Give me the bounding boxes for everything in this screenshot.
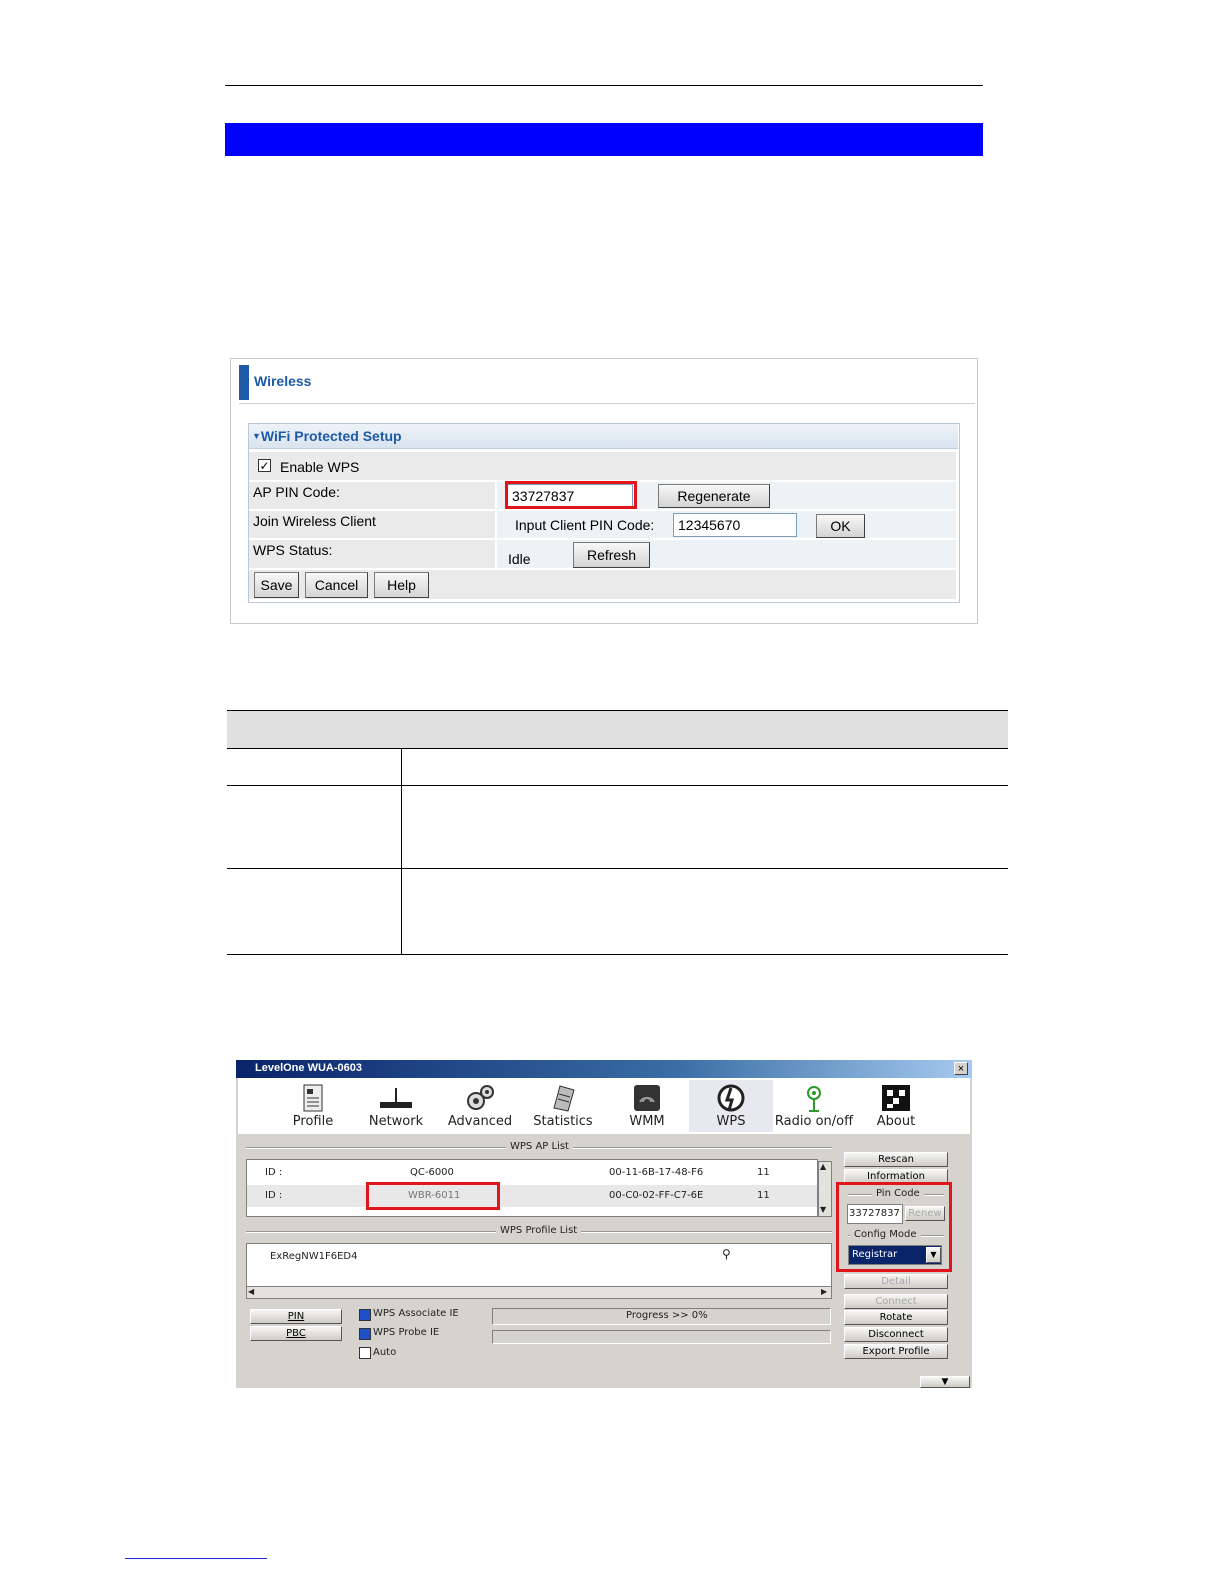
toolbar-about[interactable] (854, 1080, 938, 1132)
help-button[interactable]: Help (374, 572, 429, 598)
ap-name-highlight (366, 1182, 500, 1210)
section-accent-bar (239, 365, 249, 400)
profile-icon (302, 1084, 324, 1112)
table-row-divider (227, 785, 1008, 786)
rotate-button[interactable]: Rotate (844, 1310, 948, 1325)
wps-status-label: WPS Status: (253, 542, 333, 558)
enable-wps-checkbox[interactable]: ✓ (259, 459, 270, 473)
ap-mac: 00-11-6B-17-48-F6 (609, 1167, 704, 1178)
close-icon[interactable]: × (954, 1062, 968, 1075)
toolbar-wmm[interactable] (605, 1080, 689, 1132)
client-pin-field[interactable]: 12345670 (673, 513, 797, 537)
pin-config-highlight (836, 1182, 952, 1272)
ap-ssid: QC-6000 (410, 1167, 454, 1178)
ap-list-title: WPS AP List (506, 1141, 573, 1152)
rescan-button[interactable]: Rescan (844, 1152, 948, 1167)
wps-probe-ie-label: WPS Probe IE (373, 1327, 440, 1338)
toolbar-label: Statistics (533, 1114, 593, 1129)
connect-button[interactable]: Connect (844, 1294, 948, 1309)
header-rule (225, 85, 983, 86)
row-status-value-cell (497, 540, 956, 568)
ap-channel: 11 (757, 1167, 770, 1178)
ap-ssid: WBR-6011 (408, 1190, 461, 1201)
table-row-divider (227, 868, 1008, 869)
progress-text: Progress >> 0% (626, 1310, 708, 1321)
ap-pin-highlight (505, 481, 637, 509)
toolbar-label: Radio on/off (774, 1114, 854, 1129)
profile-name[interactable]: ExRegNW1F6ED4 (270, 1251, 358, 1262)
toolbar-label: Network (368, 1114, 424, 1129)
network-icon (376, 1084, 416, 1112)
toolbar-statistics[interactable] (521, 1080, 605, 1132)
status-bar (492, 1330, 831, 1344)
scroll-left-icon[interactable]: ◀ (248, 1287, 255, 1296)
pbc-button[interactable]: PBC (250, 1326, 342, 1341)
wps-probe-ie-checkbox[interactable] (359, 1328, 371, 1340)
table-bottom-rule (227, 954, 1008, 955)
wps-subsection-label: WiFi Protected Setup (260, 428, 402, 444)
toolbar-radio[interactable] (772, 1080, 856, 1132)
wps-icon (717, 1084, 745, 1112)
ap-id-label: ID : (265, 1167, 283, 1178)
config-mode-value: Registrar (852, 1249, 898, 1260)
export-profile-button[interactable]: Export Profile (844, 1344, 948, 1359)
wps-associate-ie-checkbox[interactable] (359, 1309, 371, 1321)
save-button[interactable]: Save (254, 572, 299, 598)
scroll-down-icon[interactable]: ▼ (820, 1205, 827, 1214)
statistics-icon (548, 1084, 578, 1112)
ap-pin-label: AP PIN Code: (253, 484, 340, 500)
pin-button[interactable]: PIN (250, 1309, 342, 1324)
disconnect-button[interactable]: Disconnect (844, 1327, 948, 1342)
section-title: Wireless (254, 373, 312, 389)
scroll-up-icon[interactable]: ▲ (820, 1162, 827, 1171)
ap-id-label: ID : (265, 1190, 283, 1201)
wps-status-value: Idle (508, 551, 531, 567)
wps-subsection-title[interactable] (252, 428, 402, 444)
wmm-icon (633, 1084, 661, 1112)
config-mode-group-label: Config Mode (850, 1229, 921, 1240)
advanced-icon (464, 1084, 496, 1112)
detail-button[interactable]: Detail (844, 1274, 948, 1289)
ap-mac: 00-C0-02-FF-C7-6E (609, 1190, 704, 1201)
toolbar-label: About (876, 1114, 916, 1129)
profile-list-hscrollbar[interactable] (246, 1286, 832, 1299)
client-pin-label: Input Client PIN Code: (515, 517, 655, 533)
profile-list[interactable] (246, 1243, 832, 1287)
section-divider (239, 403, 975, 404)
toolbar-advanced[interactable] (438, 1080, 522, 1132)
expand-arrow-icon[interactable]: ▼ (920, 1376, 970, 1388)
wps-pin-value: 33727837 (849, 1208, 900, 1219)
profile-list-title: WPS Profile List (496, 1225, 581, 1236)
ok-button[interactable]: OK (816, 514, 865, 538)
toolbar-label: Advanced (447, 1114, 513, 1129)
table-header-row (227, 710, 1008, 749)
toolbar-label: Profile (292, 1114, 334, 1129)
footer-rule (125, 1558, 267, 1559)
wps-associate-ie-label: WPS Associate IE (373, 1308, 459, 1319)
utility-title: LevelOne WUA-0603 (255, 1062, 362, 1074)
chevron-down-icon[interactable]: ▼ (926, 1247, 941, 1263)
table-row-selected[interactable] (247, 1185, 817, 1207)
cancel-button[interactable]: Cancel (305, 572, 368, 598)
table-column-divider (401, 748, 402, 954)
key-icon: ⚲ (722, 1247, 731, 1261)
refresh-button[interactable]: Refresh (573, 542, 650, 568)
join-client-label: Join Wireless Client (253, 513, 376, 529)
toolbar-wps[interactable] (689, 1080, 773, 1132)
scroll-right-icon[interactable]: ▶ (821, 1287, 828, 1296)
about-icon (881, 1084, 911, 1112)
radio-icon (800, 1084, 828, 1112)
renew-button[interactable]: Renew (905, 1206, 945, 1221)
information-button[interactable]: Information (844, 1169, 948, 1184)
ap-channel: 11 (757, 1190, 770, 1201)
enable-wps-label: Enable WPS (280, 459, 360, 475)
collapse-arrow-icon: ▼ (252, 431, 261, 441)
auto-label: Auto (373, 1347, 397, 1358)
toolbar-label: WMM (629, 1114, 665, 1129)
section-heading-bar (225, 123, 983, 156)
toolbar-profile[interactable] (271, 1080, 355, 1132)
regenerate-button[interactable]: Regenerate (658, 484, 770, 508)
pin-code-group-label: Pin Code (872, 1188, 924, 1199)
toolbar-network[interactable] (354, 1080, 438, 1132)
auto-checkbox[interactable] (359, 1347, 371, 1359)
toolbar-label: WPS (716, 1114, 746, 1129)
ap-pin-field[interactable]: 33727837 (507, 484, 633, 508)
